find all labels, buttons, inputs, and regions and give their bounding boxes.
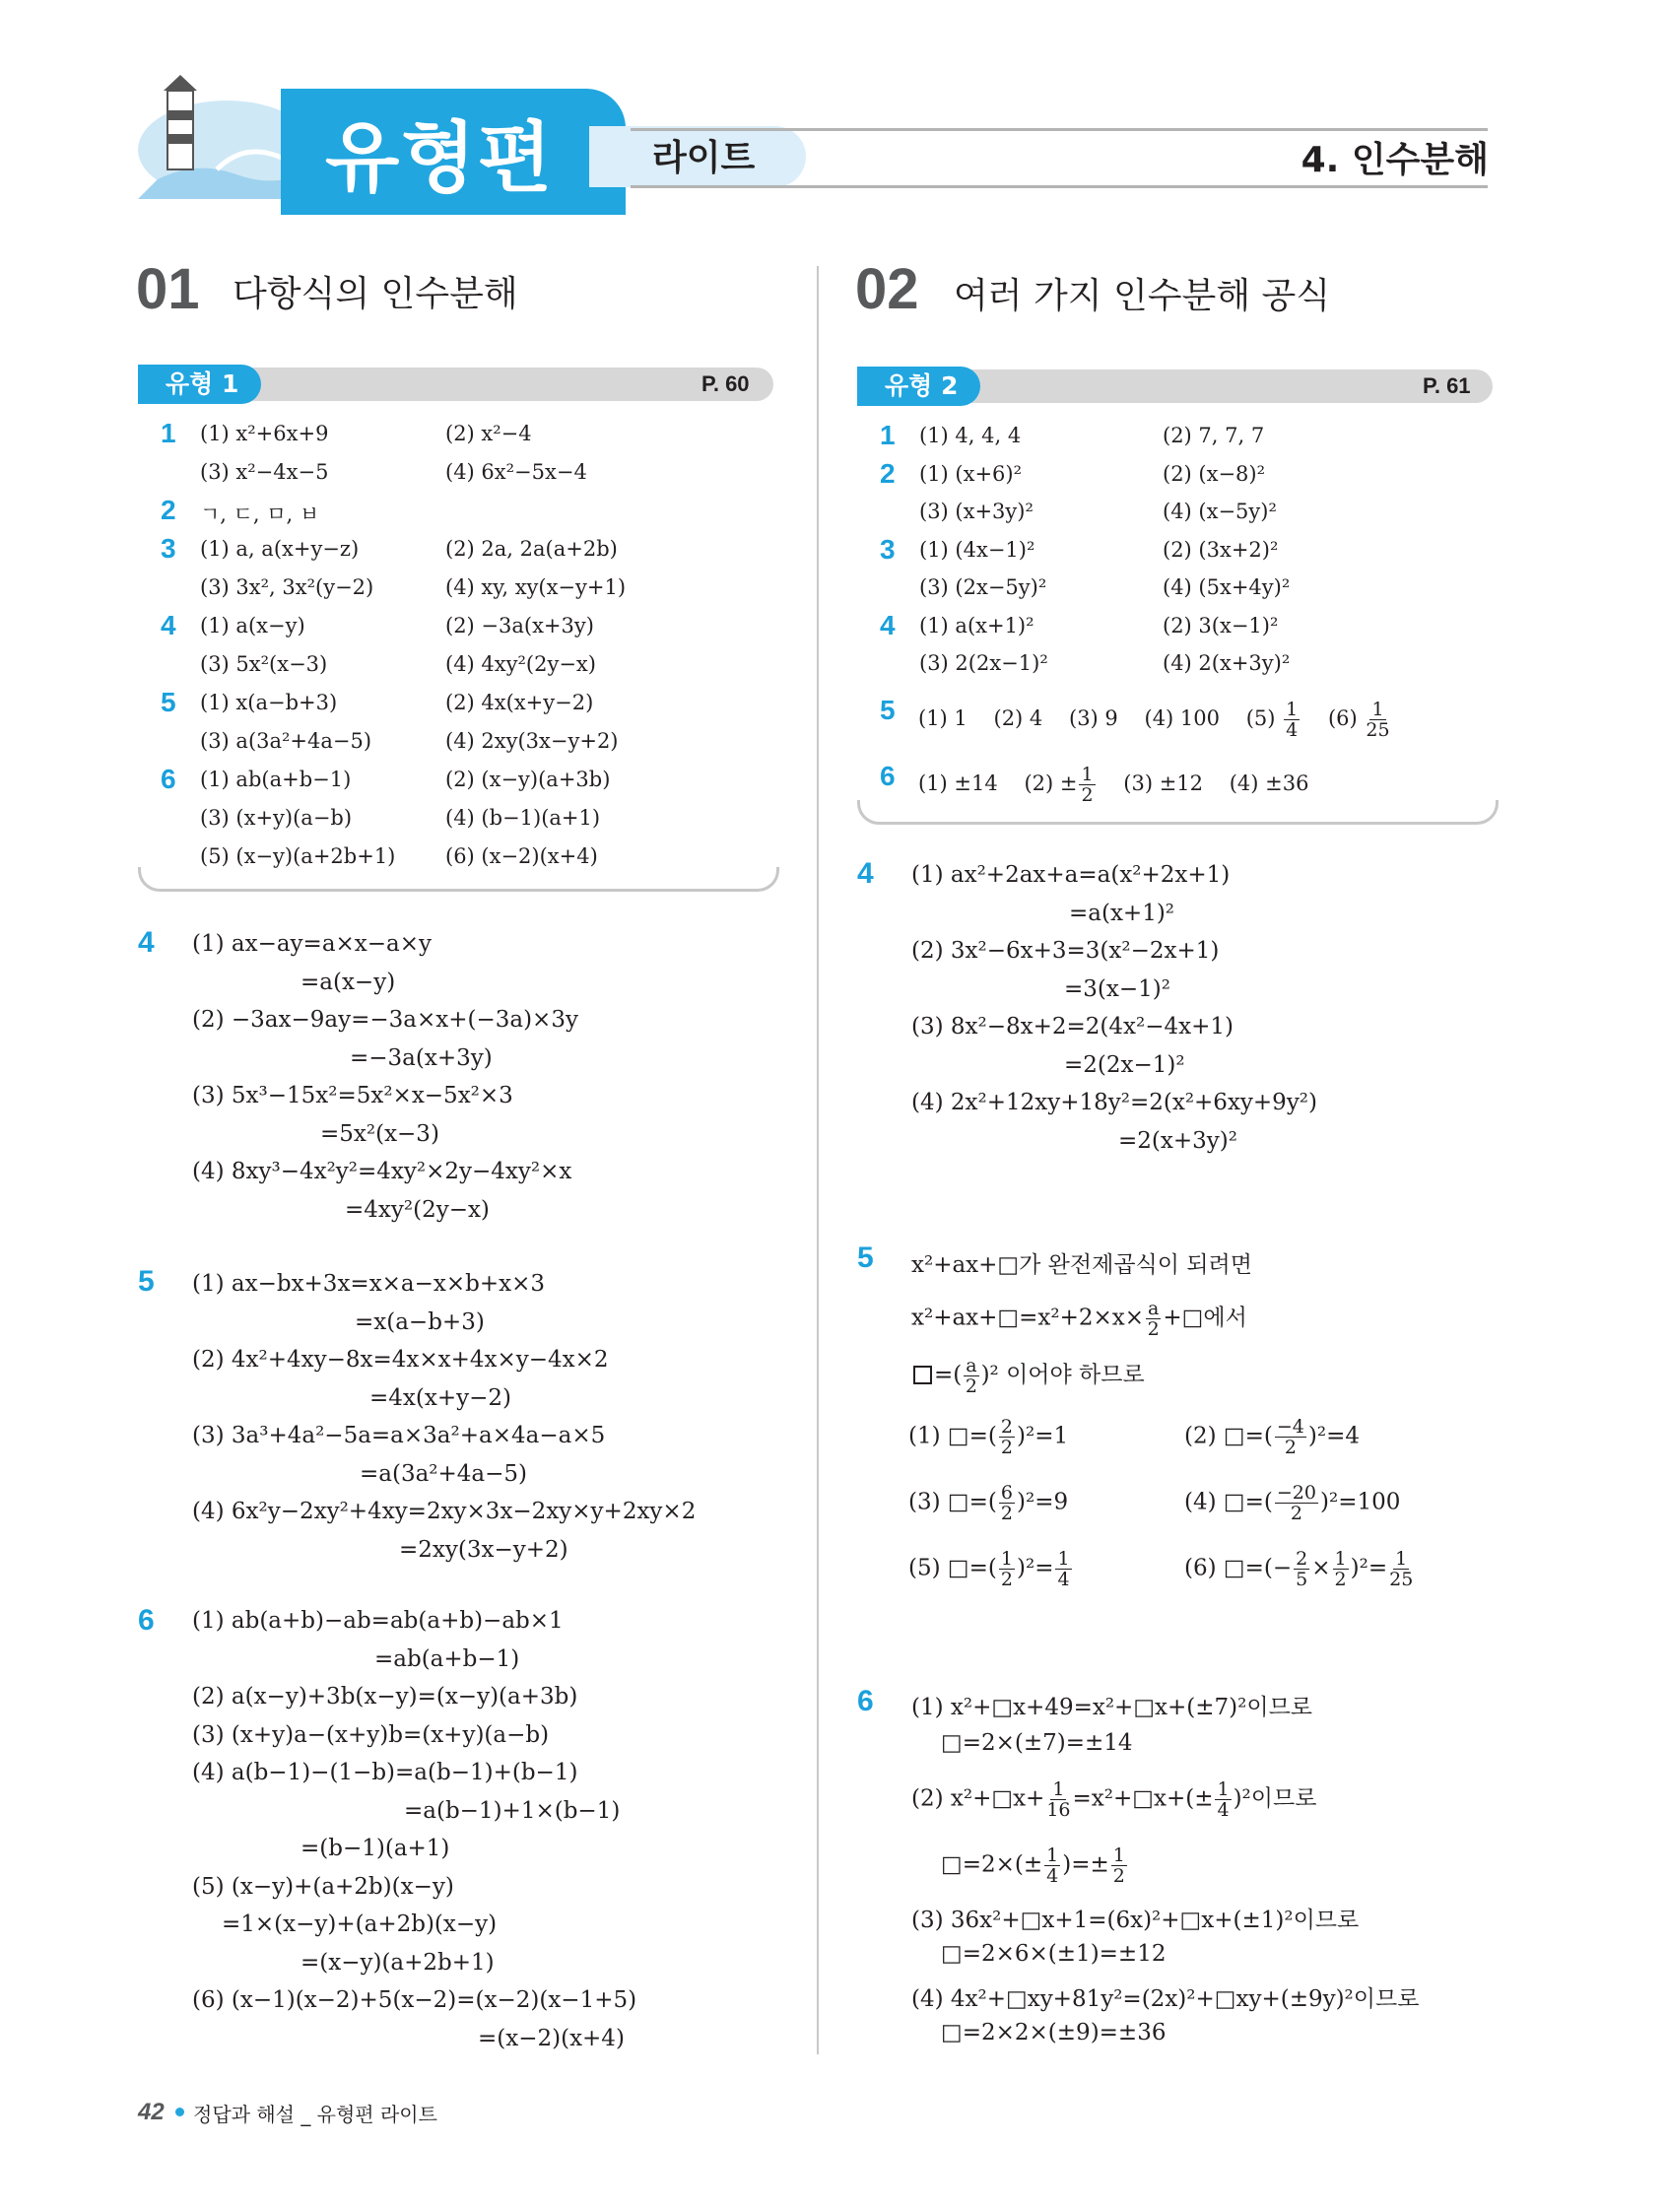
solution-line: (2) 3x²−6x+3=3(x²−2x+1) (911, 938, 1220, 964)
section-title: 여러 가지 인수분해 공식 (954, 276, 1331, 316)
solution-line: (4) 6x²y−2xy²+4xy=2xy×3x−2xy×y+2xy×2 (192, 1499, 697, 1524)
solution-text: (3) □= (908, 1489, 988, 1515)
answer-item: ㄱ, ㄷ, ㅁ, ㅂ (200, 503, 320, 526)
fraction-numerator: 1 (1000, 1548, 1013, 1570)
solution-line: (3) 3a³+4a²−5a=a×3a²+a×4a−a×5 (192, 1423, 606, 1448)
fraction-numerator: 1 (1057, 1548, 1070, 1570)
fraction-numerator: 2 (1000, 1416, 1013, 1438)
fraction-denominator: 2 (1290, 1503, 1302, 1524)
solution-text: (4) □= (1184, 1489, 1264, 1515)
solution-line: (1) ax−bx+3x=x×a−x×b+x×3 (192, 1271, 546, 1297)
fraction (999, 1483, 1015, 1523)
fraction-denominator: 2 (1000, 1503, 1013, 1524)
answer-item: (3) (2x−5y)² (919, 575, 1047, 599)
fraction-denominator: 2 (1000, 1437, 1013, 1458)
answer-item: (4) (5x+4y)² (1163, 575, 1291, 599)
type-label: 유형 2 (857, 367, 980, 406)
solution-text: +□에서 (1163, 1305, 1247, 1331)
fraction (1079, 765, 1095, 805)
solution-item: (1) □=( $\frac{2}{2}$ )²=1 (908, 1416, 1069, 1458)
fraction-denominator: 2 (1147, 1318, 1160, 1340)
answer-item: (4) (x−5y)² (1163, 500, 1277, 523)
answer-item: (2) −3a(x+3y) (445, 614, 594, 637)
fraction (1044, 1845, 1060, 1886)
solution-line: (1) ax²+2ax+a=a(x²+2x+1) (911, 862, 1231, 888)
answer-row (918, 765, 1308, 805)
solution-text: =100 (1338, 1489, 1401, 1515)
answer-item: (4) 4xy²(2y−x) (445, 652, 596, 676)
fraction (1333, 1549, 1349, 1589)
answer-number: 3 (880, 533, 896, 565)
fraction-numerator: 1 (1286, 699, 1299, 720)
answer-row (918, 700, 1392, 740)
answer-item: (2) 2a, 2a(a+2b) (445, 537, 618, 561)
solution-text: (1) □= (908, 1423, 988, 1449)
fraction (1275, 1483, 1318, 1523)
fraction (1215, 1779, 1231, 1820)
column-divider (817, 266, 819, 2054)
fraction-denominator: 2 (1334, 1569, 1347, 1590)
solution-number: 5 (857, 1241, 874, 1274)
answer-item: (2) (x−8)² (1163, 461, 1266, 486)
solution-text: (6) □= (1184, 1555, 1264, 1581)
answer-item: (3) ±12 (1123, 771, 1204, 795)
solution-line: (3) 8x²−8x+2=2(4x²−4x+1) (911, 1014, 1234, 1039)
section-number-text: 01 (136, 257, 200, 321)
answer-item: (4) 2(x+3y)² (1163, 651, 1291, 675)
fraction-denominator: 4 (1286, 719, 1299, 741)
fraction (1366, 700, 1389, 740)
solution-line: (1) ax−ay=a×x−a×y (192, 931, 433, 957)
answer-item: (4) 100 (1144, 706, 1221, 730)
fraction-denominator: 5 (1296, 1569, 1308, 1590)
answer-item: (6) (x−2)(x+4) (445, 844, 598, 868)
solution-line: □=2×(± $\frac{1}{4}$ )=± $\frac{1}{2}$ (941, 1844, 1125, 1887)
fraction (1275, 1417, 1306, 1457)
solution-text: =± (1071, 1851, 1109, 1878)
solution-line: =3(x−1)² (1064, 975, 1170, 1002)
fraction-denominator: 2 (1081, 784, 1094, 806)
solution-line: =4x(x+y−2) (369, 1384, 511, 1411)
solution-number: 6 (857, 1685, 874, 1717)
solution-line: □=2×(±7)=±14 (941, 1730, 1133, 1756)
answer-item: (2) 4 (993, 706, 1043, 730)
solution-text: =1 (1034, 1423, 1069, 1449)
answer-number: 2 (161, 495, 176, 525)
solution-line: =2(2x−1)² (1064, 1051, 1185, 1078)
answer-item: (1) 1 (918, 706, 967, 730)
fraction (1111, 1845, 1127, 1886)
solution-line: x²+ax+□가 완전제곱식이 되려면 (911, 1252, 1252, 1278)
solution-line: (4) a(b−1)−(1−b)=a(b−1)+(b−1) (192, 1760, 578, 1785)
fraction (1284, 700, 1300, 740)
solution-number: 4 (857, 857, 874, 890)
answer-number: 5 (880, 695, 896, 725)
answer-item: (3) x²−4x−5 (200, 460, 329, 484)
answer-item: (1) x(a−b+3) (200, 691, 338, 714)
solution-text: (2) x²+□x+ (911, 1785, 1045, 1812)
page-number: 42 (138, 2099, 165, 2125)
fraction-numerator: 1 (1052, 1778, 1065, 1800)
fraction (1389, 1549, 1413, 1589)
solution-number: 6 (138, 1604, 155, 1637)
solution-line: (3) 5x³−15x²=5x²×x−5x²×3 (192, 1083, 513, 1108)
solution-line: =a(b−1)+1×(b−1) (404, 1797, 621, 1824)
fraction-denominator: 4 (1217, 1799, 1230, 1821)
fraction-denominator: 16 (1046, 1799, 1071, 1821)
fraction-numerator: 1 (1217, 1778, 1230, 1800)
fraction-denominator: 4 (1057, 1569, 1070, 1590)
solution-line: (2) a(x−y)+3b(x−y)=(x−y)(a+3b) (192, 1684, 578, 1709)
solution-line: =(x−2)(x+4) (478, 2025, 625, 2051)
fraction-denominator: 4 (1046, 1865, 1059, 1887)
answer-item: (2) (x−y)(a+3b) (445, 768, 611, 791)
fraction (964, 1356, 978, 1396)
answer-item: (4) xy, xy(x−y+1) (445, 575, 627, 599)
fraction-denominator: 2 (965, 1375, 977, 1397)
type-label: 유형 1 (138, 365, 261, 404)
solution-line: =(b−1)(a+1) (300, 1836, 450, 1861)
answer-item: (4) (b−1)(a+1) (445, 806, 601, 830)
solution-line: (4) 4x²+□xy+81y²=(2x)²+□xy+(±9y)²이므로 (911, 1986, 1420, 2012)
answer-item: (2) 7, 7, 7 (1163, 424, 1265, 447)
solution-line: =a(x+1)² (1069, 900, 1175, 926)
answer-item: (1) a, a(x+y−z) (200, 537, 360, 561)
solution-text: =4 (1326, 1423, 1361, 1449)
solution-line: (6) (x−1)(x−2)+5(x−2)=(x−2)(x−1+5) (192, 1987, 637, 2013)
answer-item: (4) 6x²−5x−4 (445, 460, 587, 484)
fraction (1046, 1779, 1070, 1820)
answer-item: (2) (3x+2)² (1163, 537, 1279, 562)
solution-text: =x²+□x+ (1072, 1785, 1186, 1812)
fraction-denominator: 2 (1284, 1437, 1297, 1458)
solution-line: =1×(x−y)+(a+2b)(x−y) (222, 1911, 498, 1937)
page-title: 유형편 (325, 114, 555, 203)
answer-item: (5) (x−y)(a+2b+1) (200, 844, 396, 868)
solution-item: (6) □=(− $\frac{2}{5}$ × $\frac{1}{2}$ )²= $\frac{1}{25}$ (1184, 1548, 1414, 1590)
solution-line: =( $\frac{a}{2}$ )² 이어야 하므로 (911, 1356, 1145, 1396)
solution-item: (3) □=( $\frac{6}{2}$ )²=9 (908, 1482, 1069, 1524)
solution-line: =a(x−y) (300, 969, 396, 995)
fraction (1294, 1549, 1309, 1589)
footer-text: 정답과 해설 _ 유형편 라이트 (193, 2103, 437, 2126)
answer-item: (1) 4, 4, 4 (919, 424, 1022, 447)
solution-number: 4 (138, 926, 155, 959)
fraction-numerator: 6 (1000, 1482, 1013, 1504)
answer-item: (1) x²+6x+9 (200, 422, 329, 445)
solution-line: (3) 36x²+□x+1=(6x)²+□x+(±1)²이므로 (911, 1908, 1360, 1933)
answer-item: (4) 2xy(3x−y+2) (445, 729, 619, 753)
answer-item: (1) (4x−1)² (919, 537, 1035, 562)
solution-text: 이므로 (1250, 1785, 1317, 1812)
solution-number: 5 (138, 1265, 155, 1298)
page-reference: P. 60 (701, 371, 750, 396)
solution-item: (5) □=( $\frac{1}{2}$ )²= $\frac{1}{4}$ (908, 1548, 1070, 1590)
answer-item: (3) a(3a²+4a−5) (200, 729, 372, 753)
solution-text: 이어야 하므로 (1006, 1362, 1145, 1388)
answer-item: (1) (x+6)² (919, 461, 1023, 486)
solution-item: (4) □=( $\frac{-20}{2}$ )²=100 (1184, 1482, 1401, 1524)
solution-line: =−3a(x+3y) (350, 1044, 493, 1071)
answer-item: (3) (x+y)(a−b) (200, 806, 353, 830)
fraction-numerator: 1 (1334, 1548, 1347, 1570)
solution-text: x²+ax+□=x²+2×x× (911, 1305, 1145, 1331)
solution-line: =a(3a²+4a−5) (360, 1460, 528, 1487)
fraction-denominator: 25 (1366, 719, 1390, 741)
fraction (1055, 1549, 1071, 1589)
answer-item: (1) ab(a+b−1) (200, 768, 352, 791)
solution-line: (3) (x+y)a−(x+y)b=(x+y)(a−b) (192, 1721, 550, 1748)
page-subtitle: 라이트 (652, 138, 756, 178)
answer-number: 4 (161, 610, 176, 640)
answer-number: 5 (161, 687, 176, 717)
answer-number: 1 (161, 418, 176, 448)
solution-line: (2) 4x²+4xy−8x=4x×x+4x×y−4x×2 (192, 1347, 609, 1373)
solution-line: =2(x+3y)² (1118, 1127, 1237, 1154)
answer-number: 2 (880, 457, 896, 489)
fraction (1146, 1299, 1161, 1339)
chapter-title: 4. 인수분해 (1301, 140, 1489, 180)
solution-line: =ab(a+b−1) (374, 1645, 520, 1672)
answer-item: (1) a(x−y) (200, 614, 305, 637)
box-symbol (913, 1366, 932, 1384)
solution-line: (4) 2x²+12xy+18y²=2(x²+6xy+9y²) (911, 1090, 1318, 1115)
answer-item: (2) 3(x−1)² (1163, 613, 1279, 637)
solution-text: = (1034, 1555, 1054, 1581)
answer-box-bottom (138, 867, 779, 892)
section-number (136, 256, 200, 322)
solution-line: =4xy²(2y−x) (345, 1196, 490, 1223)
answer-item: (3) 2(2x−1)² (919, 651, 1048, 675)
answer-item: (2) ± (1024, 771, 1078, 795)
solution-line (911, 1299, 1247, 1339)
solution-line: =x(a−b+3) (355, 1308, 485, 1335)
answer-number: 4 (880, 609, 896, 640)
fraction-denominator: 25 (1389, 1569, 1414, 1590)
answer-item: (3) 9 (1069, 706, 1118, 730)
solution-line: (2) x²+□x+ $\frac{1}{16}$ =x²+□x+(± $\frac{1}{4}$ )²이므로 (911, 1778, 1317, 1821)
answer-number: 6 (880, 761, 896, 791)
fraction-numerator: 2 (1296, 1548, 1308, 1570)
answer-item: (2) x²−4 (445, 422, 532, 445)
solution-text: (5) □= (908, 1555, 988, 1581)
fraction-numerator: 1 (1046, 1844, 1059, 1866)
solution-line: (4) 8xy³−4x²y²=4xy²×2y−4xy²×x (192, 1159, 572, 1184)
fraction-numerator: 1 (1395, 1548, 1408, 1570)
answer-item: (5) (1245, 706, 1276, 730)
solution-line: =5x²(x−3) (320, 1120, 439, 1147)
answer-item: (3) 3x², 3x²(y−2) (200, 575, 374, 599)
page-reference: P. 61 (1423, 373, 1471, 398)
fraction-numerator: −20 (1276, 1482, 1316, 1504)
solution-line: (2) −3ax−9ay=−3a×x+(−3a)×3y (192, 1007, 578, 1033)
fraction-denominator: 2 (1000, 1569, 1013, 1590)
solution-line: (1) ab(a+b)−ab=ab(a+b)−ab×1 (192, 1608, 564, 1634)
answer-item: (4) ±36 (1229, 771, 1309, 795)
solution-line: =2xy(3x−y+2) (399, 1536, 568, 1563)
fraction (999, 1549, 1015, 1589)
solution-line: (1) x²+□x+49=x²+□x+(±7)²이므로 (911, 1695, 1313, 1720)
header-rule-top (631, 128, 1488, 131)
answer-item: (3) (x+3y)² (919, 500, 1034, 523)
fraction-numerator: 1 (1081, 764, 1094, 785)
solution-text: =9 (1034, 1489, 1069, 1515)
fraction (999, 1417, 1015, 1457)
footer-dot-icon (175, 2108, 184, 2116)
solution-line: □=2×6×(±1)=±12 (941, 1941, 1167, 1967)
answer-number: 1 (880, 420, 896, 450)
section-title: 다항식의 인수분해 (233, 274, 518, 314)
header-rule-bottom (631, 185, 1488, 188)
fraction-numerator: a (1148, 1298, 1160, 1319)
answer-item: (6) (1327, 706, 1358, 730)
solution-text: (2) □= (1184, 1423, 1264, 1449)
answer-number: 6 (161, 764, 176, 794)
answer-item: (1) ±14 (918, 771, 998, 795)
answer-item: (3) 5x²(x−3) (200, 652, 328, 676)
section-number (855, 256, 919, 322)
solution-text: □=2× (941, 1851, 1015, 1878)
fraction-numerator: 1 (1112, 1844, 1125, 1866)
section-number-text: 02 (855, 257, 919, 321)
answer-item: (1) a(x+1)² (919, 613, 1034, 637)
answer-item: (2) 4x(x+y−2) (445, 691, 594, 714)
answer-number: 3 (161, 533, 176, 564)
fraction-numerator: 1 (1371, 699, 1384, 720)
solution-line: (5) (x−y)+(a+2b)(x−y) (192, 1873, 454, 1900)
fraction-denominator: 2 (1112, 1865, 1125, 1887)
fraction-numerator: −4 (1276, 1416, 1304, 1438)
solution-line: =(x−y)(a+2b+1) (300, 1949, 495, 1976)
fraction-numerator: a (966, 1355, 977, 1376)
solution-text: = (1368, 1555, 1388, 1581)
solution-item: (2) □=( $\frac{-4}{2}$ )²=4 (1184, 1416, 1361, 1458)
solution-line: □=2×2×(±9)=±36 (941, 2020, 1167, 2045)
